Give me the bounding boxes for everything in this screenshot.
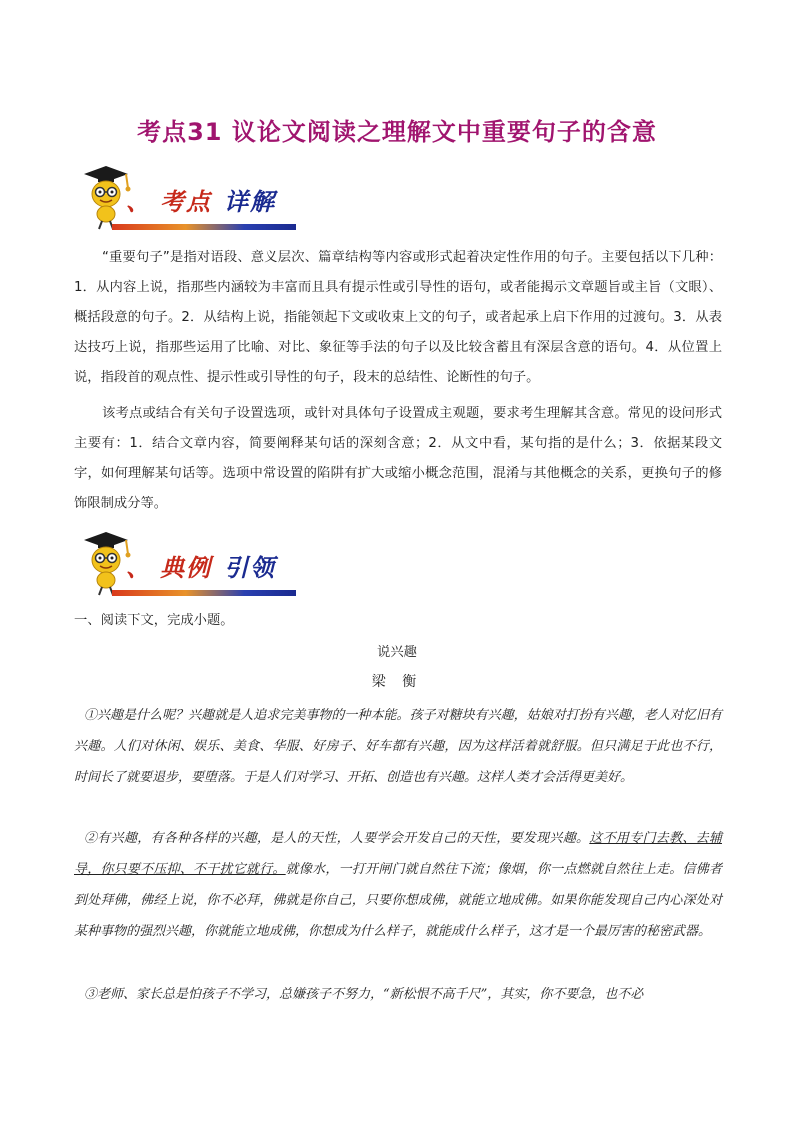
essay-paragraph-2 [74, 823, 722, 947]
essay-paragraph-2-part-b: 就像水，一打开闸门就自然往下流；像烟，你一点燃就自然往上走。信佛者到处拜佛，佛经上说，你不必拜，佛就是你自己，只要你想成佛，就能立地成佛。如果你能发现自己内心深处对某种事物的强烈兴趣，你就能立地成佛，你想成为什么样子，就能成什么样子，这才是一个最厉害的秘密武器。 [74, 862, 722, 939]
underlined-sentence: 这不用专门去教、去辅导，你只要不压抑、不干扰它就行。 [74, 831, 722, 877]
banner-title: 、 典例 引领 [126, 553, 276, 582]
essay-paragraph-3: ③老师、家长总是怕孩子不学习，总嫌孩子不努力，“新松恨不高千尺”，其实，你不要急，也不必 [84, 987, 644, 1002]
section-banner-explanation [78, 164, 298, 230]
banner-title: 、 考点 详解 [126, 187, 276, 216]
essay-title: 说兴趣 [377, 645, 417, 660]
banner-underline [112, 224, 296, 230]
essay-paragraph-1: ①兴趣是什么呢？兴趣就是人追求完美事物的一种本能。孩子对糖块有兴趣，姑娘对打扮有兴趣，老人对忆旧有兴趣。人们对休闲、娱乐、美食、华服、好房子、好车都有兴趣，因为这样活着就舒服。但只满足于此也不行，时间长了就要退步，要堕落。于是人们对学习、开拓、创造也有兴趣。这样人类才会活得更美好。 [74, 708, 722, 785]
question-instruction: 一、阅读下文，完成小题。 [74, 613, 234, 628]
section-banner-example [78, 530, 298, 596]
page-title: 考点31 议论文阅读之理解文中重要句子的含意 [137, 118, 657, 146]
explanation-paragraph-1: “重要句子”是指对语段、意义层次、篇章结构等内容或形式起着决定性作用的句子。主要包括以下几种：1．从内容上说，指那些内涵较为丰富而且具有提示性或引导性的语句，或者能揭示文章题旨或主旨（文眼）、概括段意的句子。2．从结构上说，指能领起下文或收束上文的句子，或者起承上启下作用的过渡句。3．从表达技巧上说，指那些运用了比喻、对比、象征等手法的句子以及比较含蓄且有深层含意的语句。4．从位置上说，指段首的观点性、提示性或引导性的句子，段末的总结性、论断性的句子。 [74, 250, 722, 385]
essay-paragraph-2-part-a: ②有兴趣，有各种各样的兴趣，是人的天性，人要学会开发自己的天性，要发现兴趣。 [84, 831, 590, 846]
essay-author: 梁 衡 [371, 674, 423, 690]
explanation-paragraph-2: 该考点或结合有关句子设置选项，或针对具体句子设置成主观题，要求考生理解其含意。常见的设问形式主要有：1．结合文章内容，简要阐释某句话的深刻含意；2．从文中看，某句指的是什么；3．依据某段文字，如何理解某句话等。选项中常设置的陷阱有扩大或缩小概念范围，混淆与其他概念的关系，更换句子的修饰限制成分等。 [74, 406, 722, 511]
banner-underline [112, 590, 296, 596]
